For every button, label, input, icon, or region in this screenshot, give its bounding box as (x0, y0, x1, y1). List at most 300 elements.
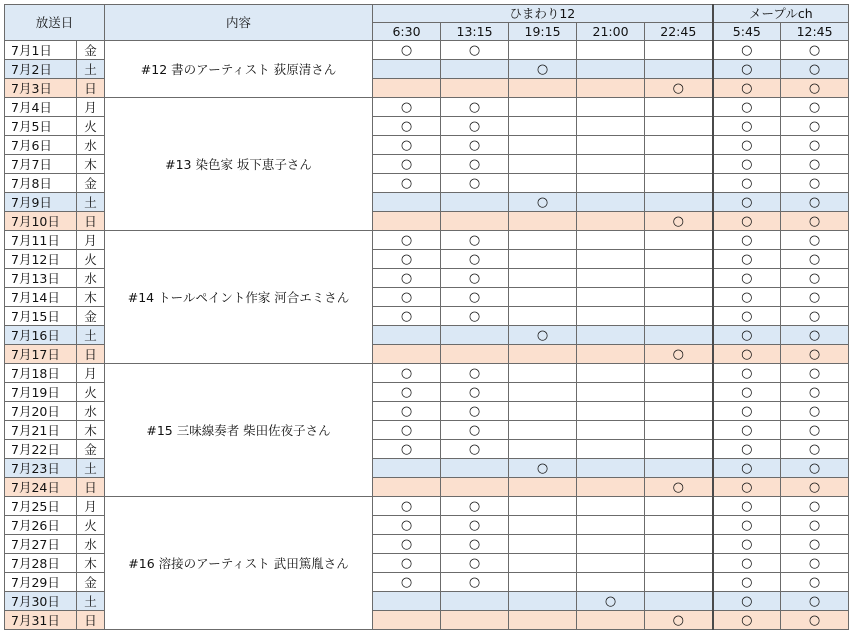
airing-circle-mark: ○ (741, 537, 753, 552)
broadcast-date: 7月20日 (5, 402, 77, 421)
airing-circle-mark: ○ (808, 271, 821, 286)
schedule-cell (509, 440, 577, 459)
table-row (5, 364, 849, 383)
schedule-cell (781, 136, 849, 155)
schedule-cell (509, 174, 577, 193)
schedule-cell (577, 440, 645, 459)
schedule-cell (645, 440, 713, 459)
schedule-cell (781, 231, 849, 250)
time-header: 5:45 (713, 23, 781, 41)
schedule-cell (645, 98, 713, 117)
schedule-cell (509, 288, 577, 307)
episode-content: #12 書のアーティスト 荻原清さん (105, 41, 373, 98)
schedule-cell (781, 117, 849, 136)
schedule-cell (509, 269, 577, 288)
airing-circle-mark: ○ (672, 480, 684, 495)
table-body (5, 41, 849, 630)
schedule-cell (713, 307, 781, 326)
day-of-week: 日 (77, 79, 105, 98)
airing-circle-mark: ○ (468, 271, 481, 286)
airing-circle-mark: ○ (468, 252, 481, 267)
airing-circle-mark: ○ (400, 176, 413, 191)
schedule-cell (441, 440, 509, 459)
schedule-cell (441, 193, 509, 212)
schedule-cell (713, 212, 781, 231)
schedule-cell (441, 459, 509, 478)
airing-circle-mark: ○ (741, 518, 753, 533)
episode-content: #14 トールペイント作家 河合エミさん (105, 231, 373, 364)
schedule-cell (713, 421, 781, 440)
schedule-cell (713, 269, 781, 288)
day-of-week: 日 (77, 345, 105, 364)
airing-circle-mark: ○ (400, 271, 413, 286)
day-of-week: 土 (77, 592, 105, 611)
airing-circle-mark: ○ (808, 62, 821, 77)
airing-circle-mark: ○ (400, 556, 413, 571)
airing-circle-mark: ○ (400, 309, 413, 324)
schedule-cell (509, 516, 577, 535)
schedule-cell (713, 155, 781, 174)
airing-circle-mark: ○ (741, 290, 753, 305)
schedule-cell (577, 326, 645, 345)
airing-circle-mark: ○ (741, 556, 753, 571)
schedule-cell (713, 231, 781, 250)
airing-circle-mark: ○ (741, 252, 753, 267)
schedule-cell (781, 364, 849, 383)
schedule-cell (781, 535, 849, 554)
schedule-cell (713, 41, 781, 60)
schedule-cell (781, 79, 849, 98)
schedule-cell (577, 459, 645, 478)
airing-circle-mark: ○ (468, 233, 481, 248)
schedule-cell (577, 288, 645, 307)
airing-circle-mark: ○ (400, 442, 413, 457)
airing-circle-mark: ○ (400, 43, 413, 58)
schedule-cell (577, 136, 645, 155)
broadcast-date: 7月13日 (5, 269, 77, 288)
schedule-cell (713, 288, 781, 307)
schedule-cell (713, 79, 781, 98)
episode-content: #15 三味線奏者 柴田佐夜子さん (105, 364, 373, 497)
schedule-cell (713, 402, 781, 421)
airing-circle-mark: ○ (468, 499, 481, 514)
schedule-cell (441, 345, 509, 364)
broadcast-date: 7月29日 (5, 573, 77, 592)
schedule-cell (781, 516, 849, 535)
schedule-cell (373, 250, 441, 269)
airing-circle-mark: ○ (741, 347, 753, 362)
day-of-week: 木 (77, 288, 105, 307)
broadcast-date: 7月14日 (5, 288, 77, 307)
schedule-cell (373, 383, 441, 402)
airing-circle-mark: ○ (808, 233, 821, 248)
airing-circle-mark: ○ (741, 404, 753, 419)
himawari-channel-header: ひまわり12 (373, 5, 713, 23)
airing-circle-mark: ○ (808, 43, 821, 58)
schedule-cell (373, 136, 441, 155)
airing-circle-mark: ○ (741, 461, 753, 476)
airing-circle-mark: ○ (741, 423, 753, 438)
schedule-cell (645, 288, 713, 307)
broadcast-date: 7月18日 (5, 364, 77, 383)
schedule-cell (441, 136, 509, 155)
schedule-cell (713, 60, 781, 79)
day-of-week: 火 (77, 383, 105, 402)
schedule-cell (645, 554, 713, 573)
schedule-cell (509, 478, 577, 497)
day-of-week: 月 (77, 231, 105, 250)
schedule-cell (645, 41, 713, 60)
schedule-cell (509, 364, 577, 383)
airing-circle-mark: ○ (741, 195, 753, 210)
schedule-cell (441, 421, 509, 440)
schedule-cell (781, 611, 849, 630)
schedule-cell (509, 345, 577, 364)
day-of-week: 金 (77, 440, 105, 459)
schedule-cell (645, 402, 713, 421)
airing-circle-mark: ○ (808, 385, 821, 400)
airing-circle-mark: ○ (400, 575, 413, 590)
airing-circle-mark: ○ (468, 575, 481, 590)
schedule-cell (441, 326, 509, 345)
airing-circle-mark: ○ (808, 252, 821, 267)
schedule-cell (441, 516, 509, 535)
schedule-cell (509, 459, 577, 478)
schedule-cell (441, 478, 509, 497)
episode-content: #16 溶接のアーティスト 武田篤胤さん (105, 497, 373, 630)
airing-circle-mark: ○ (808, 366, 821, 381)
schedule-cell (509, 554, 577, 573)
airing-circle-mark: ○ (536, 461, 549, 476)
airing-circle-mark: ○ (741, 100, 753, 115)
airing-circle-mark: ○ (468, 43, 481, 58)
schedule-cell (577, 611, 645, 630)
airing-circle-mark: ○ (741, 157, 753, 172)
schedule-cell (781, 288, 849, 307)
date-header: 放送日 (5, 5, 105, 41)
broadcast-date: 7月8日 (5, 174, 77, 193)
airing-circle-mark: ○ (536, 62, 549, 77)
schedule-cell (509, 497, 577, 516)
airing-circle-mark: ○ (808, 575, 821, 590)
schedule-cell (373, 459, 441, 478)
airing-circle-mark: ○ (808, 328, 821, 343)
schedule-cell (373, 345, 441, 364)
schedule-cell (509, 117, 577, 136)
airing-circle-mark: ○ (741, 309, 753, 324)
schedule-cell (441, 269, 509, 288)
schedule-cell (781, 421, 849, 440)
airing-circle-mark: ○ (808, 480, 821, 495)
schedule-cell (577, 573, 645, 592)
schedule-cell (645, 326, 713, 345)
airing-circle-mark: ○ (741, 328, 753, 343)
schedule-cell (645, 459, 713, 478)
airing-circle-mark: ○ (400, 423, 413, 438)
schedule-cell (577, 212, 645, 231)
airing-circle-mark: ○ (808, 100, 821, 115)
schedule-cell (577, 155, 645, 174)
schedule-cell (713, 459, 781, 478)
airing-circle-mark: ○ (400, 404, 413, 419)
broadcast-date: 7月17日 (5, 345, 77, 364)
airing-circle-mark: ○ (741, 613, 753, 628)
schedule-cell (373, 440, 441, 459)
schedule-cell (441, 497, 509, 516)
broadcast-date: 7月2日 (5, 60, 77, 79)
schedule-cell (509, 326, 577, 345)
content-header: 内容 (105, 5, 373, 41)
schedule-cell (441, 231, 509, 250)
schedule-cell (645, 307, 713, 326)
schedule-cell (441, 554, 509, 573)
schedule-cell (373, 535, 441, 554)
schedule-cell (713, 326, 781, 345)
broadcast-date: 7月6日 (5, 136, 77, 155)
schedule-cell (441, 592, 509, 611)
schedule-cell (509, 98, 577, 117)
schedule-cell (373, 212, 441, 231)
schedule-cell (373, 307, 441, 326)
airing-circle-mark: ○ (400, 233, 413, 248)
schedule-cell (577, 98, 645, 117)
schedule-cell (577, 174, 645, 193)
schedule-cell (713, 554, 781, 573)
schedule-cell (645, 516, 713, 535)
airing-circle-mark: ○ (741, 480, 753, 495)
airing-circle-mark: ○ (808, 195, 821, 210)
schedule-cell (373, 364, 441, 383)
schedule-cell (781, 326, 849, 345)
schedule-cell (577, 421, 645, 440)
airing-circle-mark: ○ (741, 214, 753, 229)
schedule-cell (373, 478, 441, 497)
airing-circle-mark: ○ (741, 119, 753, 134)
schedule-cell (441, 573, 509, 592)
header-row-top (5, 5, 849, 23)
airing-circle-mark: ○ (400, 537, 413, 552)
schedule-cell (713, 117, 781, 136)
broadcast-date: 7月11日 (5, 231, 77, 250)
day-of-week: 水 (77, 402, 105, 421)
day-of-week: 金 (77, 41, 105, 60)
day-of-week: 水 (77, 136, 105, 155)
schedule-cell (509, 402, 577, 421)
schedule-cell (645, 193, 713, 212)
broadcast-date: 7月5日 (5, 117, 77, 136)
airing-circle-mark: ○ (808, 119, 821, 134)
broadcast-date: 7月27日 (5, 535, 77, 554)
schedule-cell (781, 41, 849, 60)
schedule-cell (645, 611, 713, 630)
time-header: 21:00 (577, 23, 645, 41)
schedule-cell (781, 250, 849, 269)
table-row (5, 98, 849, 117)
schedule-cell (713, 193, 781, 212)
airing-circle-mark: ○ (672, 347, 684, 362)
airing-circle-mark: ○ (808, 347, 821, 362)
schedule-cell (781, 440, 849, 459)
schedule-cell (509, 250, 577, 269)
airing-circle-mark: ○ (808, 404, 821, 419)
broadcast-date: 7月19日 (5, 383, 77, 402)
airing-circle-mark: ○ (672, 613, 684, 628)
schedule-cell (441, 60, 509, 79)
broadcast-date: 7月12日 (5, 250, 77, 269)
schedule-cell (645, 364, 713, 383)
schedule-cell (509, 535, 577, 554)
schedule-cell (373, 41, 441, 60)
airing-circle-mark: ○ (808, 290, 821, 305)
schedule-cell (577, 231, 645, 250)
airing-circle-mark: ○ (400, 518, 413, 533)
airing-circle-mark: ○ (808, 442, 821, 457)
schedule-cell (441, 155, 509, 174)
schedule-cell (645, 383, 713, 402)
schedule-cell (713, 497, 781, 516)
airing-circle-mark: ○ (468, 290, 481, 305)
schedule-cell (441, 383, 509, 402)
day-of-week: 月 (77, 364, 105, 383)
schedule-cell (441, 41, 509, 60)
schedule-cell (645, 497, 713, 516)
airing-circle-mark: ○ (400, 252, 413, 267)
airing-circle-mark: ○ (672, 214, 684, 229)
broadcast-date: 7月30日 (5, 592, 77, 611)
broadcast-date: 7月15日 (5, 307, 77, 326)
schedule-cell (645, 79, 713, 98)
schedule-cell (577, 554, 645, 573)
schedule-cell (713, 478, 781, 497)
schedule-cell (577, 250, 645, 269)
broadcast-date: 7月9日 (5, 193, 77, 212)
airing-circle-mark: ○ (741, 62, 753, 77)
schedule-cell (441, 288, 509, 307)
schedule-cell (373, 98, 441, 117)
airing-circle-mark: ○ (808, 499, 821, 514)
time-header: 6:30 (373, 23, 441, 41)
broadcast-schedule-table (4, 4, 849, 630)
airing-circle-mark: ○ (400, 499, 413, 514)
schedule-cell (373, 79, 441, 98)
airing-circle-mark: ○ (808, 309, 821, 324)
schedule-cell (509, 136, 577, 155)
airing-circle-mark: ○ (741, 594, 753, 609)
schedule-cell (509, 611, 577, 630)
schedule-cell (509, 193, 577, 212)
schedule-cell (645, 592, 713, 611)
airing-circle-mark: ○ (808, 176, 821, 191)
broadcast-date: 7月25日 (5, 497, 77, 516)
schedule-cell (373, 402, 441, 421)
schedule-cell (645, 174, 713, 193)
broadcast-date: 7月21日 (5, 421, 77, 440)
schedule-cell (577, 402, 645, 421)
schedule-cell (441, 79, 509, 98)
broadcast-date: 7月3日 (5, 79, 77, 98)
schedule-cell (373, 288, 441, 307)
schedule-cell (645, 573, 713, 592)
airing-circle-mark: ○ (741, 366, 753, 381)
broadcast-date: 7月10日 (5, 212, 77, 231)
schedule-cell (781, 345, 849, 364)
schedule-cell (577, 497, 645, 516)
schedule-cell (373, 554, 441, 573)
airing-circle-mark: ○ (468, 518, 481, 533)
schedule-cell (713, 174, 781, 193)
time-header: 19:15 (509, 23, 577, 41)
schedule-cell (713, 98, 781, 117)
airing-circle-mark: ○ (808, 138, 821, 153)
day-of-week: 水 (77, 535, 105, 554)
schedule-cell (577, 478, 645, 497)
airing-circle-mark: ○ (468, 366, 481, 381)
schedule-cell (713, 516, 781, 535)
schedule-cell (509, 307, 577, 326)
schedule-cell (577, 364, 645, 383)
schedule-cell (781, 193, 849, 212)
day-of-week: 金 (77, 174, 105, 193)
airing-circle-mark: ○ (741, 176, 753, 191)
airing-circle-mark: ○ (741, 43, 753, 58)
airing-circle-mark: ○ (468, 119, 481, 134)
schedule-cell (373, 573, 441, 592)
schedule-cell (713, 535, 781, 554)
airing-circle-mark: ○ (604, 594, 617, 609)
schedule-cell (373, 516, 441, 535)
broadcast-date: 7月16日 (5, 326, 77, 345)
airing-circle-mark: ○ (468, 556, 481, 571)
schedule-cell (645, 60, 713, 79)
airing-circle-mark: ○ (741, 81, 753, 96)
airing-circle-mark: ○ (468, 537, 481, 552)
schedule-cell (373, 155, 441, 174)
airing-circle-mark: ○ (468, 423, 481, 438)
schedule-cell (441, 307, 509, 326)
schedule-cell (577, 60, 645, 79)
schedule-cell (781, 269, 849, 288)
schedule-cell (373, 174, 441, 193)
day-of-week: 土 (77, 459, 105, 478)
broadcast-date: 7月31日 (5, 611, 77, 630)
schedule-cell (441, 212, 509, 231)
table-header (5, 5, 849, 41)
schedule-cell (781, 592, 849, 611)
schedule-cell (577, 117, 645, 136)
day-of-week: 日 (77, 478, 105, 497)
schedule-cell (441, 174, 509, 193)
schedule-cell (781, 459, 849, 478)
schedule-cell (509, 573, 577, 592)
broadcast-date: 7月4日 (5, 98, 77, 117)
airing-circle-mark: ○ (468, 385, 481, 400)
day-of-week: 日 (77, 212, 105, 231)
airing-circle-mark: ○ (808, 461, 821, 476)
airing-circle-mark: ○ (536, 195, 549, 210)
schedule-cell (645, 345, 713, 364)
airing-circle-mark: ○ (741, 138, 753, 153)
day-of-week: 月 (77, 98, 105, 117)
day-of-week: 火 (77, 516, 105, 535)
schedule-cell (645, 535, 713, 554)
airing-circle-mark: ○ (741, 442, 753, 457)
schedule-cell (713, 383, 781, 402)
schedule-cell (509, 155, 577, 174)
schedule-cell (373, 231, 441, 250)
airing-circle-mark: ○ (400, 157, 413, 172)
day-of-week: 水 (77, 269, 105, 288)
airing-circle-mark: ○ (400, 290, 413, 305)
